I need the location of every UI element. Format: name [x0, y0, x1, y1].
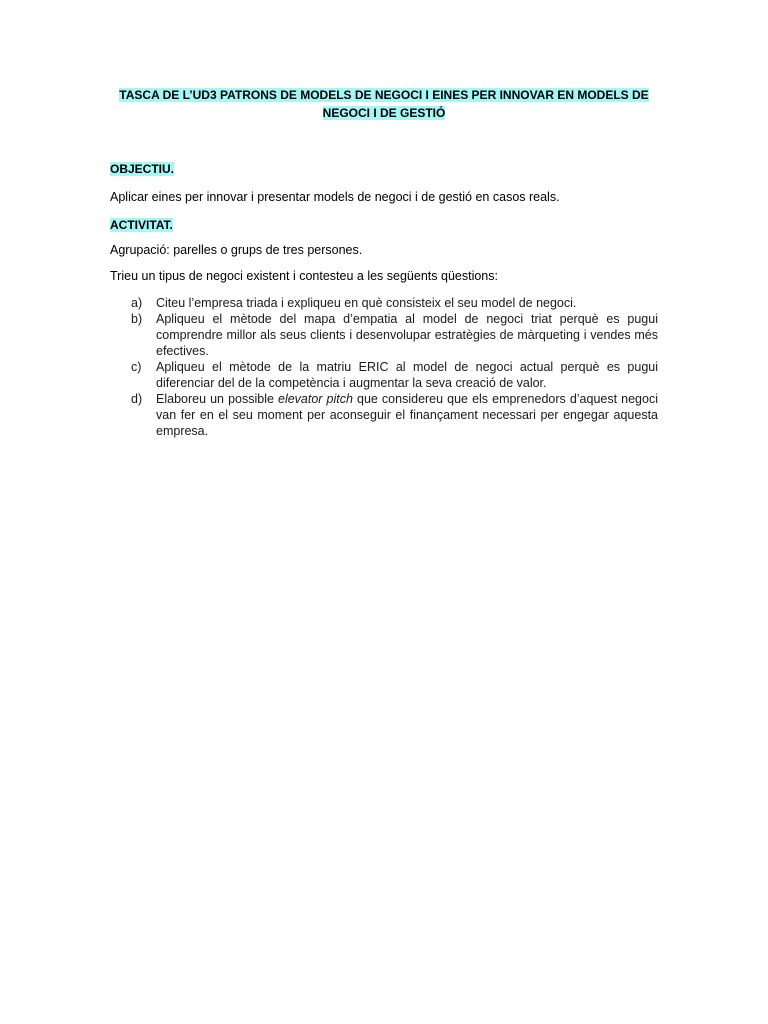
activity-heading	[110, 217, 658, 233]
list-item	[110, 359, 658, 391]
instruction-text: Trieu un tipus de negoci existent i contesteu a les següents qüestions:	[110, 269, 498, 283]
objective-text: Aplicar eines per innovar i presentar models de negoci i de gestió en casos reals.	[110, 190, 560, 204]
list-marker: c)	[131, 360, 142, 374]
list-item	[110, 295, 658, 311]
list-marker: b)	[131, 312, 143, 326]
objective-heading	[110, 161, 658, 177]
list-item-text-after: que considereu que els emprenedors d’aquest negoci van fer en el seu moment per aconseguir el finançament necessari per engegar aquesta empresa.	[156, 392, 658, 438]
grouping-text: Agrupació: parelles o grups de tres persones.	[110, 243, 363, 257]
document-page	[110, 86, 658, 439]
list-item-text: Citeu l’empresa triada i expliqueu en què consisteix el seu model de negoci.	[156, 296, 577, 310]
list-item-text: Apliqueu el mètode de la matriu ERIC al model de negoci actual perquè es pugui diferenciar del de la competència i augmentar la seva creació de valor.	[156, 360, 658, 390]
title-line-1: TASCA DE L’UD3 PATRONS DE MODELS DE NEGOCI I EINES PER INNOVAR EN MODELS DE	[119, 88, 649, 102]
activity-heading-text: ACTIVITAT.	[110, 218, 173, 232]
title-line-2: NEGOCI I DE GESTIÓ	[322, 106, 446, 120]
list-item-text-before: Elaboreu un possible	[156, 392, 278, 406]
list-marker: a)	[131, 296, 143, 310]
list-item	[110, 391, 658, 439]
objective-heading-text: OBJECTIU.	[110, 162, 175, 176]
list-item	[110, 311, 658, 359]
document-title	[110, 86, 658, 122]
list-item-text: Apliqueu el mètode del mapa d’empatia al model de negoci triat perquè es pugui comprendre millor als seus clients i desenvolupar estratègies de màrqueting i vendes més efectives.	[156, 312, 658, 358]
list-marker: d)	[131, 392, 143, 406]
list-item-text-italic: elevator pitch	[278, 392, 353, 406]
questions-list	[110, 295, 658, 439]
